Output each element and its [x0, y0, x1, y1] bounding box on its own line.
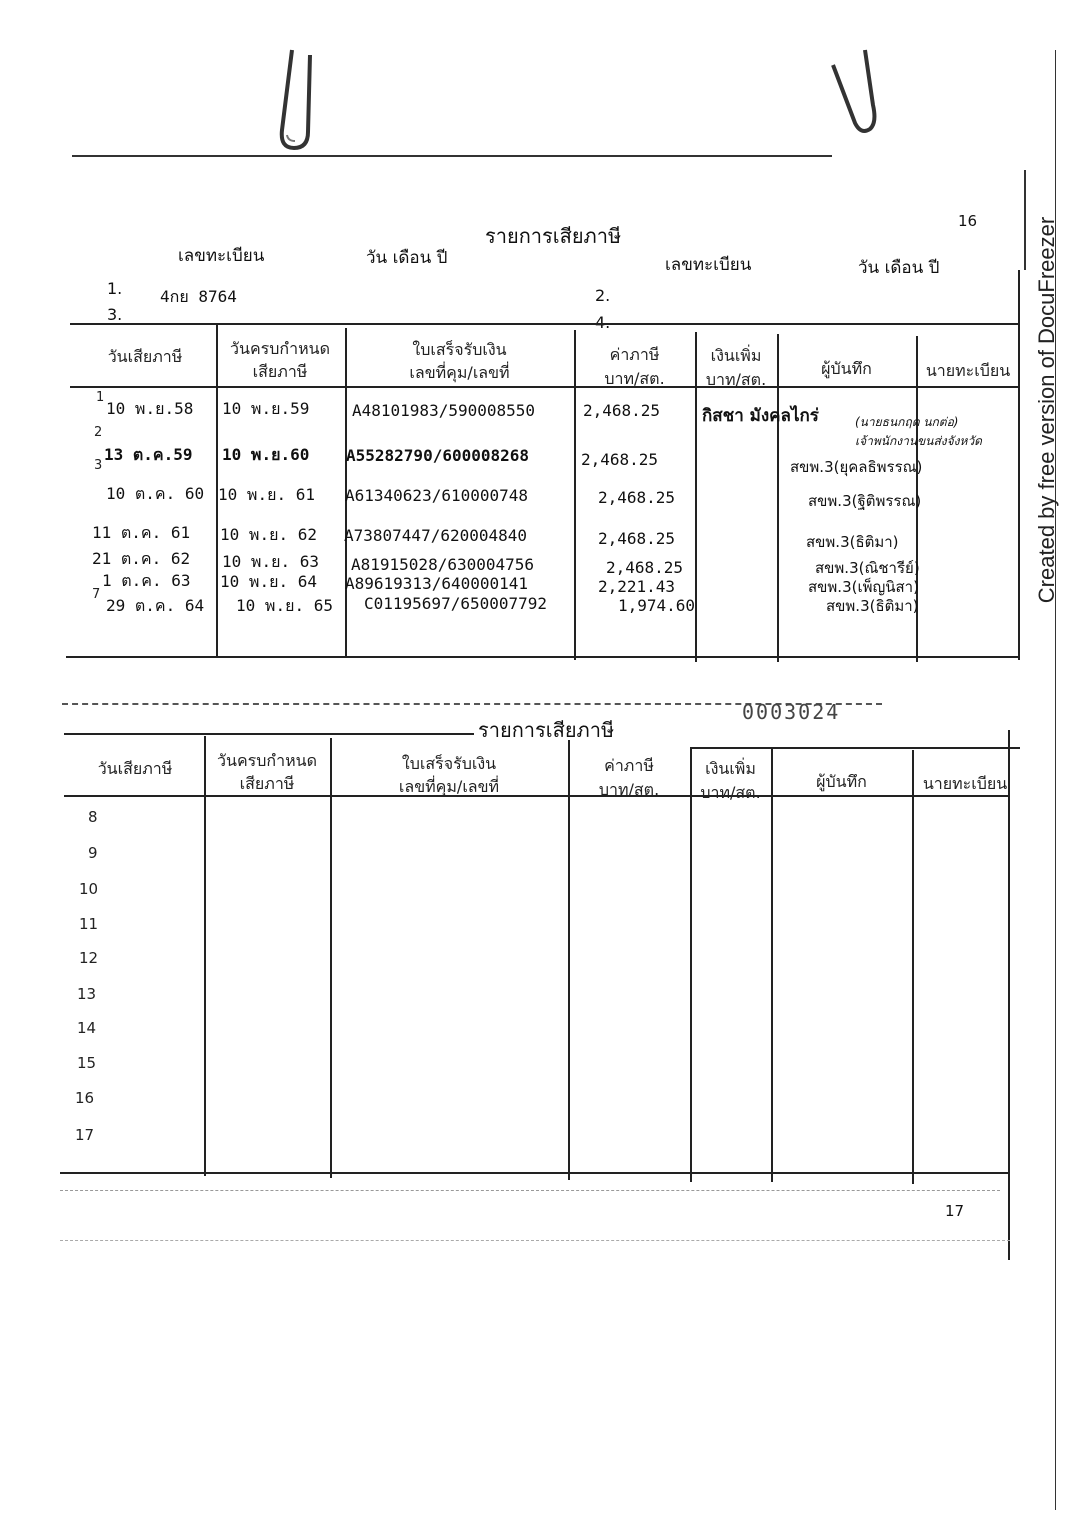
tax-amount-cell: 2,468.25 [606, 558, 684, 577]
recorder-cell: สขพ.3(ธิติมา) [826, 597, 919, 615]
section-title-bottom: รายการเสียภาษี [478, 718, 615, 742]
col-tax-date-header: วันเสียภาษี [97, 759, 173, 778]
due-date-cell: 10 พ.ย.60 [222, 445, 310, 464]
right-reg-label: เลขทะเบียน [665, 255, 752, 275]
col-extra-header-1: เงินเพิ่ม [705, 759, 756, 778]
right-page-edge-3 [1008, 730, 1010, 1260]
tax-date-cell: 21 ต.ค. 62 [92, 549, 191, 568]
row-number: 2 [94, 425, 103, 440]
due-date-cell: 10 พ.ย.59 [222, 399, 310, 418]
due-date-cell: 10 พ.ย. 65 [236, 596, 333, 615]
row-number: 9 [88, 844, 98, 862]
bottom-dotted-line-2 [60, 1240, 1010, 1241]
tax-amount-cell: 2,468.25 [598, 529, 676, 548]
row-number: 8 [88, 808, 98, 826]
top-edge-line [72, 155, 832, 157]
col-due-date-header-2: เสียภาษี [239, 774, 295, 793]
stamp-number: 0003024 [742, 700, 841, 724]
binder-clip-left-icon [270, 40, 330, 155]
col-recorder-header: ผู้บันทึก [821, 359, 872, 378]
due-date-cell: 10 พ.ย. 64 [220, 572, 317, 591]
left-reg-label: เลขทะเบียน [178, 246, 265, 266]
col-due-date-header-1: วันครบกำหนด [217, 751, 317, 770]
tax-date-cell: 13 ต.ค.59 [104, 445, 193, 464]
signature-note-2: เจ้าพนักงานขนส่งจังหวัด [855, 434, 982, 448]
row-number: 10 [79, 880, 99, 898]
right-page-edge [1024, 170, 1026, 270]
recorder-cell: สขพ.3(ณิชารีย์) [815, 559, 920, 577]
receipt-cell: C01195697/650007792 [364, 594, 548, 613]
col-receipt-header-2: เลขที่คุม/เลขที่ [409, 363, 510, 382]
left-date-label: วัน เดือน ปี [366, 248, 448, 268]
col-tax-header-2: บาท/สต. [604, 369, 665, 388]
row-number: 14 [77, 1019, 97, 1037]
recorder-cell: สขพ.3(ฐิติพรรณ) [808, 492, 922, 510]
recorder-cell: สขพ.3(ยุคลธิพรรณ) [790, 458, 923, 476]
tax-amount-cell: 2,468.25 [583, 401, 661, 420]
col-tax-header-2: บาท/สต. [598, 780, 660, 799]
row-number: 16 [75, 1089, 95, 1107]
reg-entry-1-value: 4กย 8764 [160, 287, 237, 306]
signature-note-1: (นายธนกฤต นกต่อ) [855, 415, 959, 429]
tax-date-cell: 1 ต.ค. 63 [102, 571, 191, 590]
tax-date-cell: 10 ต.ค. 60 [106, 484, 205, 503]
row-number: 12 [79, 949, 99, 967]
col-due-date-header-1: วันครบกำหนด [230, 339, 330, 358]
col-registrar-header: นายทะเบียน [925, 361, 1011, 380]
reg-entry-1-num: 1. [107, 279, 123, 298]
right-page-edge-2 [1018, 270, 1020, 660]
col-tax-header-1: ค่าภาษี [609, 345, 660, 364]
bottom-dotted-line [60, 1190, 1000, 1191]
recorder-cell: สขพ.3(ธิติมา) [806, 533, 899, 551]
col-recorder-header: ผู้บันทึก [816, 772, 867, 791]
recorder-signature: กิสชา มังคลไกร่ [702, 406, 819, 426]
col-tax-date-header: วันเสียภาษี [107, 347, 183, 366]
due-date-cell: 10 พ.ย. 62 [220, 525, 317, 544]
right-date-label: วัน เดือน ปี [858, 258, 940, 278]
col-extra-header-1: เงินเพิ่ม [710, 346, 762, 365]
receipt-cell: A55282790/600008268 [346, 446, 530, 465]
binder-clip-right-icon [825, 45, 885, 140]
reg-entry-3-num: 3. [107, 305, 123, 324]
tax-amount-cell: 1,974.60 [618, 596, 696, 615]
row-number: 13 [77, 985, 97, 1003]
tax-date-cell: 11 ต.ค. 61 [92, 523, 191, 542]
col-extra-header-2: บาท/สต. [700, 783, 761, 802]
row-number: 7 [92, 587, 101, 602]
row-number: 1 [96, 390, 105, 405]
receipt-cell: A89619313/640000141 [345, 574, 529, 593]
reg-entry-2-num: 2. [595, 286, 611, 305]
col-tax-header-1: ค่าภาษี [604, 756, 654, 775]
tax-date-cell: 29 ต.ค. 64 [106, 596, 205, 615]
receipt-cell: A81915028/630004756 [351, 555, 535, 574]
page-number-bottom: 17 [945, 1202, 965, 1220]
col-due-date-header-2: เสียภาษี [252, 362, 308, 381]
row-number: 17 [75, 1126, 95, 1144]
watermark-text: Created by free version of DocuFreezer [1034, 216, 1059, 604]
col-receipt-header-1: ใบเสร็จรับเงิน [401, 754, 497, 773]
col-receipt-header-1: ใบเสร็จรับเงิน [412, 340, 507, 359]
due-date-cell: 10 พ.ย. 63 [222, 552, 319, 571]
tax-amount-cell: 2,221.43 [598, 577, 676, 596]
col-receipt-header-2: เลขที่คุม/เลขที่ [398, 777, 500, 796]
receipt-cell: A48101983/590008550 [352, 401, 536, 420]
tax-amount-cell: 2,468.25 [581, 450, 659, 469]
receipt-cell: A73807447/620004840 [344, 526, 528, 545]
tax-date-cell: 10 พ.ย.58 [106, 399, 194, 418]
row-number: 15 [77, 1054, 97, 1072]
row-number: 3 [94, 458, 103, 473]
col-extra-header-2: บาท/สต. [705, 370, 767, 389]
reg-entry-4-num: 4. [595, 313, 611, 332]
section-title-top: รายการเสียภาษี [485, 224, 622, 248]
col-registrar-header: นายทะเบียน [922, 774, 1008, 793]
receipt-cell: A61340623/610000748 [345, 486, 529, 505]
page-number-top: 16 [958, 212, 978, 230]
row-number: 11 [79, 915, 99, 933]
tax-amount-cell: 2,468.25 [598, 488, 676, 507]
recorder-cell: สขพ.3(เพ็ญนิสา) [808, 578, 919, 596]
due-date-cell: 10 พ.ย. 61 [218, 485, 315, 504]
